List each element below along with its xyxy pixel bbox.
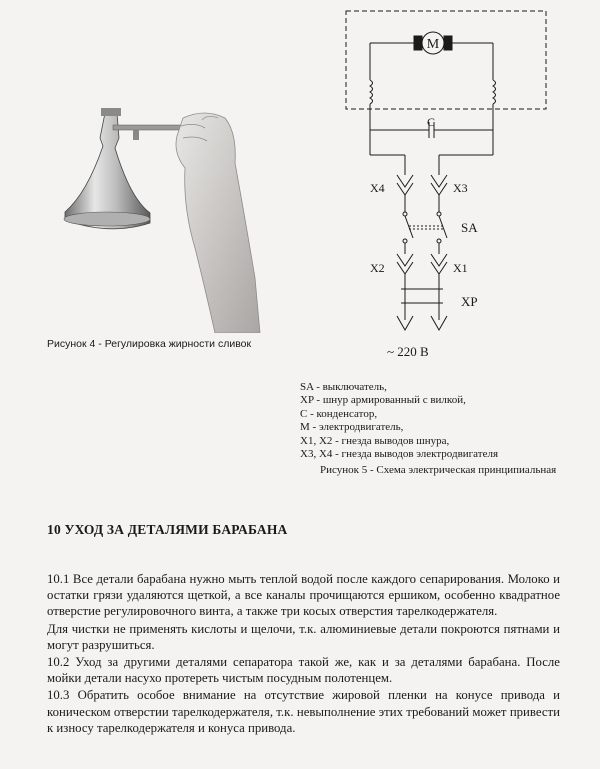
capacitor-label: C xyxy=(426,115,436,129)
paragraph-10-1: 10.1 Все детали барабана нужно мыть теплой водой после каждого сепарирования. Молоко и остатки грязи удаляются щеткой, а все каналы прочищаются ершиком, особенно квадратное отверстие регулировочного винта, а также три косых отверстия тарелкодержателя. xyxy=(47,572,560,619)
figure4-caption: Рисунок 4 - Регулировка жирности сливок xyxy=(47,338,252,350)
electrical-schematic xyxy=(335,0,570,365)
x2-label: X2 xyxy=(370,261,385,275)
cream-adjustment-photo xyxy=(55,88,290,333)
x1-label: X1 xyxy=(453,261,468,275)
legend-item: M - электродвигатель, xyxy=(300,421,404,434)
switch-label: SA xyxy=(461,220,478,235)
legend-item: C - конденсатор, xyxy=(300,407,378,420)
section-body xyxy=(47,571,560,736)
voltage-label: ~ 220 В xyxy=(387,344,429,359)
legend-item: SA - выключатель, xyxy=(300,381,387,393)
figure5-caption: Рисунок 5 - Схема электрическая принципиальная xyxy=(320,464,557,476)
plug-label: XP xyxy=(461,294,478,309)
paragraph-10-2: 10.2 Уход за другими деталями сепаратора такой же, как и за деталями барабана. После мойки детали насухо протереть чистым посудным полотенцем. xyxy=(47,655,560,686)
legend-item: XP - шнур армированный с вилкой, xyxy=(300,394,466,407)
legend-item: X3, X4 - гнезда выводов электродвигателя xyxy=(300,448,499,461)
paragraph-acids-warning: Для чистки не применять кислоты и щелочи, т.к. алюминиевые детали покроются пятнами и могут разрушиться. xyxy=(47,621,560,652)
schematic-legend xyxy=(300,381,498,461)
motor-box xyxy=(346,11,546,109)
legend-item: X1, X2 - гнезда выводов шнура, xyxy=(300,434,450,447)
motor-label: M xyxy=(426,37,440,52)
section-title: 10 УХОД ЗА ДЕТАЛЯМИ БАРАБАНА xyxy=(47,522,288,537)
paragraph-10-3: 10.3 Обратить особое внимание на отсутствие жировой пленки на конусе привода и коническом отверстии тарелкодержателя, т.к. невыполнение этих требований может привести к износу тарелкодержателя и конуса привода. xyxy=(47,688,560,735)
x4-label: X4 xyxy=(370,181,385,195)
x3-label: X3 xyxy=(453,181,468,195)
